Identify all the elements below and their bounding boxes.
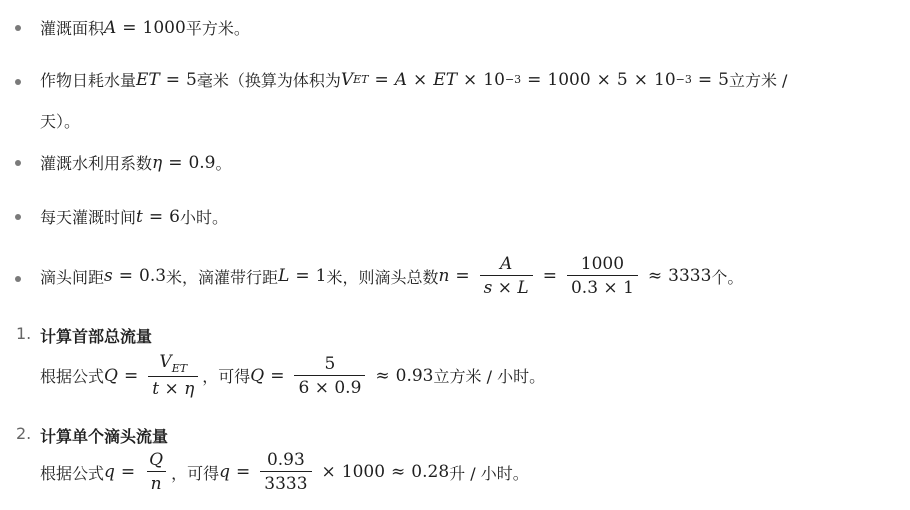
math-op: = xyxy=(168,152,183,173)
text: 作物日耗水量 xyxy=(40,71,137,90)
math-num: 0.9 xyxy=(188,152,216,173)
text: 。 xyxy=(215,154,232,173)
text: 灌溉面积 xyxy=(40,19,105,38)
bullet-water-consumption xyxy=(40,68,787,91)
math-op: = xyxy=(542,266,557,286)
math-num: 0.28 xyxy=(411,462,450,482)
math-var: Q xyxy=(104,365,118,386)
text: 立方米 / xyxy=(728,71,788,90)
math-num: 1000 xyxy=(142,17,186,38)
text: 灌溉水利用系数 xyxy=(40,154,153,173)
math-op: = xyxy=(236,462,251,482)
step-title xyxy=(40,424,168,447)
bullet-efficiency xyxy=(40,151,232,174)
text: 米，滴灌带行距 xyxy=(166,267,279,287)
text: 升 / 小时。 xyxy=(449,463,529,483)
text: 根据公式 xyxy=(40,463,105,483)
text: 平方米。 xyxy=(185,19,250,38)
math-op: ≈ xyxy=(375,365,390,386)
math-op: × xyxy=(321,462,336,482)
fraction-denominator: 3333 xyxy=(260,471,311,494)
math-num: 10 xyxy=(654,69,676,90)
math-num: 1000 xyxy=(547,69,591,90)
fraction-numerator: A xyxy=(500,254,513,274)
math-num: 1 xyxy=(315,266,327,286)
bullet-irrigation-time xyxy=(40,205,228,228)
math-num: 5 xyxy=(616,69,628,90)
math-fraction xyxy=(260,450,311,494)
math-op: = xyxy=(120,462,136,482)
math-op: × xyxy=(413,69,428,90)
math-sub: ET xyxy=(353,73,369,86)
math-sup: −3 xyxy=(675,73,692,86)
math-num: 10 xyxy=(483,69,505,90)
math-var: A xyxy=(394,69,408,90)
math-fraction xyxy=(148,352,198,399)
text: 每天灌溉时间 xyxy=(40,208,137,227)
step-title-text: 计算单个滴头流量 xyxy=(40,427,169,446)
math-op: × xyxy=(463,69,478,90)
bullet-irrigation-area xyxy=(40,16,250,39)
math-op: = xyxy=(165,69,181,90)
math-op: ≈ xyxy=(391,462,406,482)
math-var: ET xyxy=(136,69,160,90)
fraction-numerator: 1000 xyxy=(580,254,625,274)
math-op: = xyxy=(270,365,285,386)
math-op: = xyxy=(527,69,542,90)
math-op: = xyxy=(123,365,139,386)
math-num: 6 xyxy=(169,206,180,227)
text: 立方米 / 小时。 xyxy=(433,367,546,386)
math-var: V xyxy=(340,69,354,90)
math-num: 0.3 xyxy=(139,266,167,286)
math-fraction xyxy=(480,254,533,298)
math-num: 5 xyxy=(186,69,197,90)
math-var: q xyxy=(219,462,230,482)
step-formula xyxy=(40,352,545,399)
math-op: × xyxy=(633,69,648,90)
step-number: 1. xyxy=(16,324,32,343)
math-num: 1000 xyxy=(341,462,386,482)
step-formula xyxy=(40,450,529,494)
math-op: = xyxy=(295,266,310,286)
text: 米，则滴头总数 xyxy=(326,267,439,287)
math-var: n xyxy=(438,266,450,286)
math-fraction xyxy=(294,354,365,398)
fraction-numerator: Q xyxy=(149,450,164,470)
math-var: A xyxy=(104,17,117,38)
fraction-denominator: t × η xyxy=(148,376,198,399)
math-var: s xyxy=(104,266,113,286)
math-num: 5 xyxy=(718,69,729,90)
math-var: q xyxy=(104,462,115,482)
bullet-dot xyxy=(15,25,21,31)
math-var: L xyxy=(278,266,290,286)
text: ，可得 xyxy=(171,463,220,483)
math-fraction xyxy=(567,254,638,298)
text: 根据公式 xyxy=(40,367,105,386)
math-sup: −3 xyxy=(504,73,522,86)
text: 滴头间距 xyxy=(40,267,105,287)
fraction-denominator: 0.3 × 1 xyxy=(567,275,638,298)
math-op: = xyxy=(374,69,389,90)
math-op: ≈ xyxy=(647,266,663,286)
math-num: 0.93 xyxy=(395,365,434,386)
step-number: 2. xyxy=(16,424,32,443)
text: 个。 xyxy=(711,267,744,287)
math-fraction xyxy=(145,450,167,494)
text: ，可得 xyxy=(202,367,251,386)
bullet-dot xyxy=(15,160,21,166)
bullet-dot xyxy=(15,79,21,85)
numerator-var: V xyxy=(159,352,172,372)
math-sub: ET xyxy=(171,362,188,375)
math-num: 3333 xyxy=(668,266,712,286)
step-title xyxy=(40,324,152,347)
text: 毫米（换算为体积为 xyxy=(196,71,341,90)
bullet-water-consumption-wrap xyxy=(40,109,80,132)
bullet-emitter-count xyxy=(40,254,743,298)
math-var: η xyxy=(152,152,163,173)
fraction-denominator: s × L xyxy=(480,275,533,298)
fraction-denominator: 6 × 0.9 xyxy=(294,375,365,398)
math-op: = xyxy=(118,266,133,286)
math-op: = xyxy=(697,69,713,90)
math-var: Q xyxy=(250,365,265,386)
math-op: × xyxy=(596,69,611,90)
bullet-dot xyxy=(15,214,21,220)
fraction-numerator: 0.93 xyxy=(266,450,305,470)
math-op: = xyxy=(122,17,137,38)
fraction-numerator xyxy=(155,352,191,376)
step-title-text: 计算首部总流量 xyxy=(40,327,153,346)
math-var: ET xyxy=(433,69,458,90)
math-op: = xyxy=(148,206,164,227)
fraction-denominator: n xyxy=(147,471,166,494)
math-op: = xyxy=(455,266,470,286)
fraction-numerator: 5 xyxy=(324,353,336,374)
text: 小时。 xyxy=(179,208,228,227)
bullet-dot xyxy=(15,276,21,282)
text: 天）。 xyxy=(40,112,81,131)
math-var: t xyxy=(136,206,143,227)
